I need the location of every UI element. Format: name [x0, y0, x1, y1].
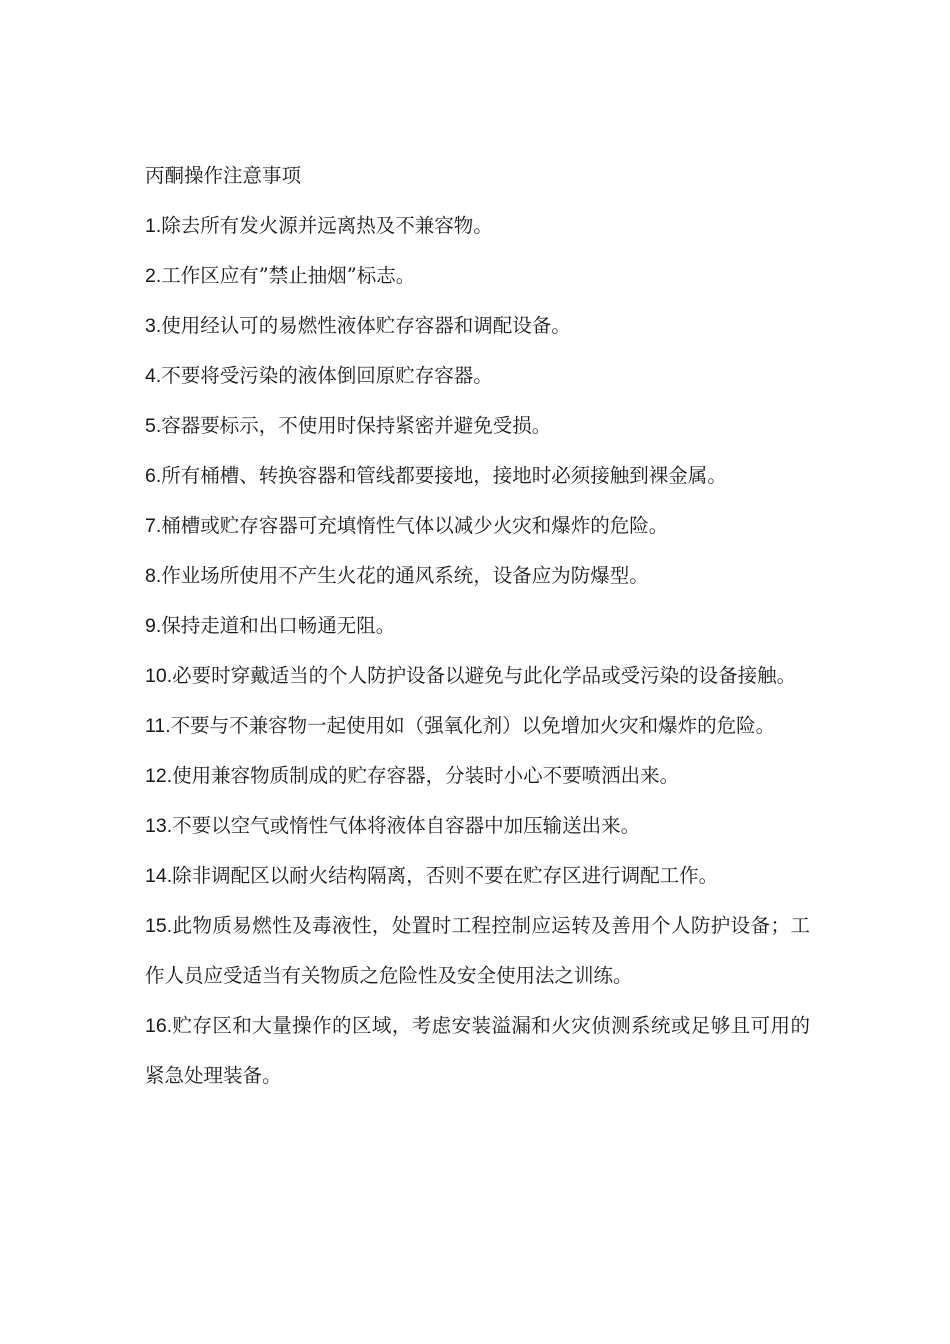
precaution-item-number: 3. [145, 315, 162, 337]
precaution-item-text: 不要将受污染的液体倒回原贮存容器。 [161, 364, 493, 387]
precaution-item [145, 801, 810, 851]
precaution-item [145, 251, 810, 301]
precaution-item-text: 桶槽或贮存容器可充填惰性气体以减少火灾和爆炸的危险。 [161, 514, 669, 537]
precaution-item-number: 11. [145, 715, 171, 737]
precaution-item [145, 551, 810, 601]
precaution-item-text: 使用经认可的易燃性液体贮存容器和调配设备。 [161, 314, 571, 337]
precaution-item-text: 保持走道和出口畅通无阻。 [161, 614, 396, 637]
precaution-item-text: 作业场所使用不产生火花的通风系统，设备应为防爆型。 [161, 564, 649, 587]
precaution-item-number: 10. [145, 665, 173, 687]
precaution-item [145, 401, 810, 451]
precaution-item-number: 15. [145, 915, 173, 937]
precaution-item-text: 不要以空气或惰性气体将液体自容器中加压输送出来。 [172, 814, 641, 837]
precaution-item [145, 301, 810, 351]
precaution-item-number: 2. [145, 265, 162, 287]
precaution-item-text: 贮存区和大量操作的区域，考虑安装溢漏和火灾侦测系统或足够且可用的紧急处理装备。 [145, 1014, 810, 1087]
precaution-item [145, 601, 810, 651]
precaution-item [145, 451, 810, 501]
precaution-item [145, 1001, 810, 1101]
precaution-item [145, 651, 810, 701]
precaution-item-text: 容器要标示，不使用时保持紧密并避免受损。 [161, 414, 552, 437]
precaution-item-text: 此物质易燃性及毒液性，处置时工程控制应运转及善用个人防护设备；工作人员应受适当有关物质之危险性及安全使用法之训练。 [145, 914, 810, 987]
document-body [145, 151, 810, 1101]
precaution-item-number: 6. [145, 465, 162, 487]
precaution-item [145, 501, 810, 551]
precaution-item-text: 使用兼容物质制成的贮存容器，分装时小心不要喷洒出来。 [172, 764, 680, 787]
document-title: 丙酮操作注意事项 [145, 164, 302, 187]
precaution-item-number: 16. [145, 1015, 173, 1037]
precaution-item-number: 12. [145, 765, 173, 787]
precaution-item-text: 所有桶槽、转换容器和管线都要接地，接地时必须接触到裸金属。 [161, 464, 727, 487]
precaution-item [145, 851, 810, 901]
precaution-item-number: 4. [145, 365, 162, 387]
precaution-item-number: 5. [145, 415, 162, 437]
precaution-item [145, 751, 810, 801]
precaution-item-number: 14. [145, 865, 173, 887]
precaution-item-text: 必要时穿戴适当的个人防护设备以避免与此化学品或受污染的设备接触。 [172, 664, 797, 687]
precaution-item-number: 9. [145, 615, 162, 637]
precaution-item-number: 13. [145, 815, 173, 837]
precaution-item [145, 351, 810, 401]
precaution-item-number: 7. [145, 515, 162, 537]
precaution-item [145, 201, 810, 251]
precaution-item-text: 除去所有发火源并远离热及不兼容物。 [161, 214, 493, 237]
precaution-item [145, 901, 810, 1001]
precaution-item-text: 不要与不兼容物一起使用如（强氧化剂）以免增加火灾和爆炸的危险。 [170, 714, 776, 737]
precaution-item-text: 除非调配区以耐火结构隔离，否则不要在贮存区进行调配工作。 [172, 864, 719, 887]
precaution-item [145, 701, 810, 751]
precaution-list [145, 201, 810, 1101]
precaution-item-number: 1. [145, 215, 162, 237]
precaution-item-text: 工作区应有”禁止抽烟”标志。 [161, 264, 416, 287]
precaution-item-number: 8. [145, 565, 162, 587]
